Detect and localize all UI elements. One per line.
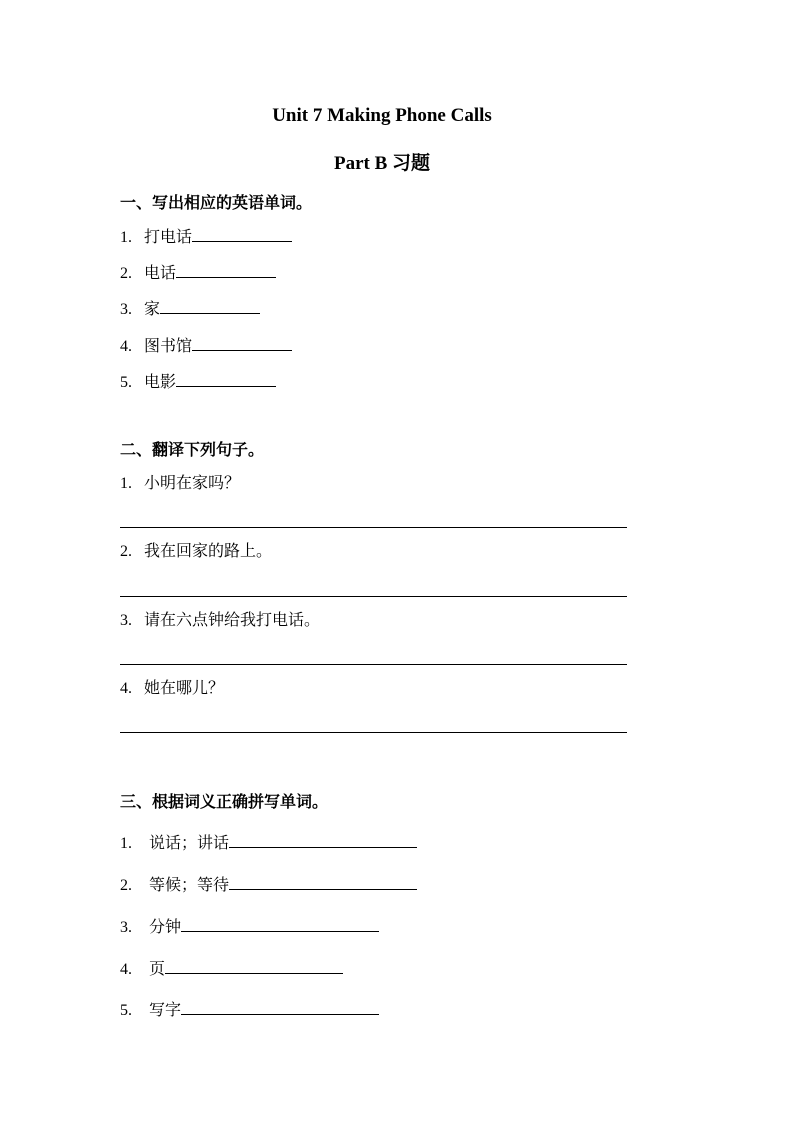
- item-text: 等候；等待: [149, 877, 230, 894]
- answer-blank[interactable]: [176, 259, 276, 278]
- section-2-item: [120, 609, 320, 633]
- section-2-item: [120, 472, 240, 496]
- item-number: 4.: [120, 680, 132, 697]
- item-number: 1.: [120, 475, 132, 492]
- item-number: 2.: [120, 265, 132, 282]
- item-number: 2.: [120, 543, 132, 560]
- item-text: 她在哪儿？: [144, 680, 225, 697]
- answer-blank[interactable]: [176, 368, 276, 387]
- item-number: 3.: [120, 301, 132, 318]
- item-text: 我在回家的路上。: [144, 543, 273, 560]
- section-3-item: [120, 996, 379, 1020]
- item-number: 4.: [120, 338, 132, 355]
- item-text: 分钟: [149, 919, 182, 936]
- section-1-item: [120, 223, 292, 247]
- item-text: 写字: [149, 1002, 182, 1019]
- answer-blank[interactable]: [181, 996, 379, 1015]
- item-text: 说话；讲话: [149, 835, 230, 852]
- answer-line[interactable]: [120, 596, 627, 597]
- answer-blank[interactable]: [229, 829, 417, 848]
- answer-blank[interactable]: [229, 871, 417, 890]
- section-3-item: [120, 913, 379, 937]
- section-1-item: [120, 368, 276, 392]
- section-3-heading: 三、根据词义正确拼写单词。: [120, 794, 329, 811]
- answer-blank[interactable]: [165, 955, 343, 974]
- page-subtitle: Part B 习题: [333, 153, 431, 174]
- item-number: 3.: [120, 919, 132, 936]
- answer-line[interactable]: [120, 664, 627, 665]
- answer-line[interactable]: [120, 732, 627, 733]
- section-1-heading: 一、写出相应的英语单词。: [120, 195, 313, 212]
- answer-blank[interactable]: [192, 332, 292, 351]
- answer-blank[interactable]: [192, 223, 292, 242]
- section-3-item: [120, 871, 417, 895]
- answer-blank[interactable]: [160, 295, 260, 314]
- item-number: 5.: [120, 1002, 132, 1019]
- answer-line[interactable]: [120, 527, 627, 528]
- item-text: 图书馆: [144, 338, 193, 355]
- item-number: 1.: [120, 835, 132, 852]
- item-text: 打电话: [144, 229, 193, 246]
- section-1-item: [120, 295, 260, 319]
- item-number: 4.: [120, 961, 132, 978]
- item-number: 1.: [120, 229, 132, 246]
- item-number: 3.: [120, 612, 132, 629]
- page-title: Unit 7 Making Phone Calls: [272, 105, 492, 126]
- section-2-heading: 二、翻译下列句子。: [120, 442, 265, 459]
- section-1-item: [120, 259, 276, 283]
- section-3-item: [120, 829, 417, 853]
- item-text: 电影: [144, 374, 177, 391]
- section-3-item: [120, 955, 343, 979]
- item-text: 页: [149, 961, 166, 978]
- item-text: 请在六点钟给我打电话。: [144, 612, 321, 629]
- answer-blank[interactable]: [181, 913, 379, 932]
- item-text: 电话: [144, 265, 177, 282]
- section-2-item: [120, 540, 272, 564]
- item-number: 2.: [120, 877, 132, 894]
- section-2-item: [120, 677, 224, 701]
- item-number: 5.: [120, 374, 132, 391]
- item-text: 家: [144, 301, 161, 318]
- item-text: 小明在家吗？: [144, 475, 241, 492]
- section-1-item: [120, 332, 292, 356]
